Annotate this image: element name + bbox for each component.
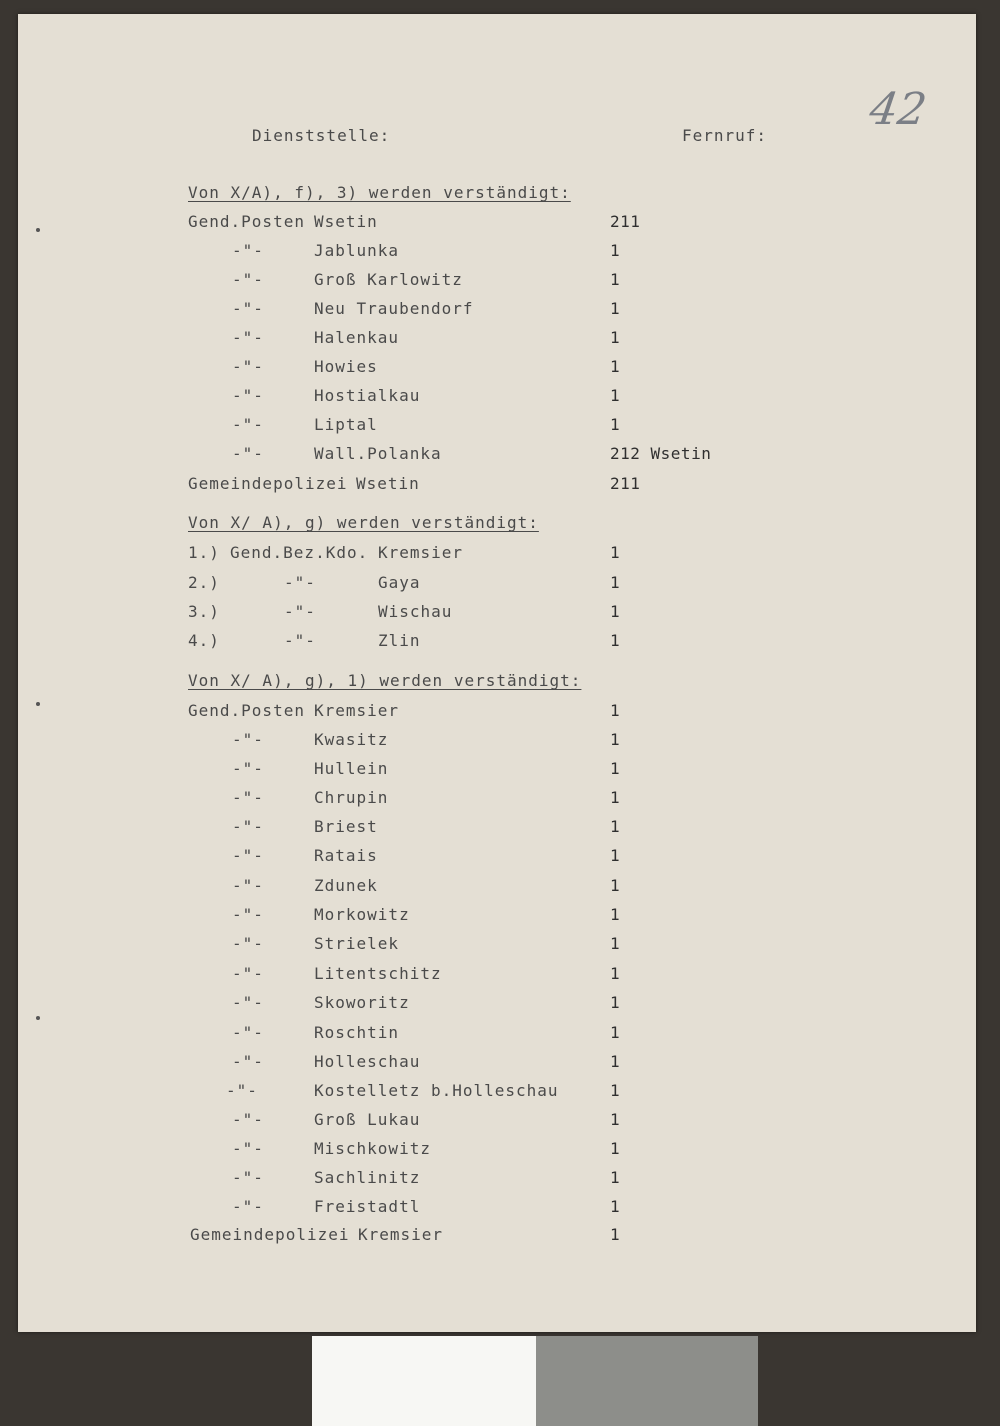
row-name: Wsetin — [314, 212, 378, 231]
row-name: Wischau — [378, 602, 453, 621]
page-number: 42 — [866, 84, 930, 135]
row-name: Roschtin — [314, 1023, 400, 1042]
row-prefix: 4.) — [188, 631, 220, 650]
row-name: Jablunka — [314, 241, 400, 260]
row-name: Wsetin — [356, 474, 420, 493]
row-prefix: Gend.Posten — [188, 701, 305, 720]
row-name: Briest — [314, 817, 378, 836]
row-name: Chrupin — [314, 788, 389, 807]
row-prefix: -"- — [232, 964, 264, 983]
row-name: Kremsier — [314, 701, 400, 720]
row-name: Liptal — [314, 415, 378, 434]
row-name: Halenkau — [314, 328, 400, 347]
row-prefix: -"- — [232, 1168, 264, 1187]
row-unit: -"- — [284, 602, 316, 621]
row-unit: Gend.Bez.Kdo. — [230, 543, 369, 562]
row-number: 1 — [610, 701, 621, 720]
row-number: 1 — [610, 993, 621, 1012]
row-prefix: -"- — [232, 1110, 264, 1129]
row-number: 1 — [610, 386, 621, 405]
section-heading: Von X/ A), g), 1) werden verständigt: — [188, 671, 582, 690]
row-prefix: -"- — [232, 759, 264, 778]
row-number: 1 — [610, 299, 621, 318]
row-name: Holleschau — [314, 1052, 421, 1071]
row-name: Wall.Polanka — [314, 444, 442, 463]
row-prefix: -"- — [232, 270, 264, 289]
margin-mark — [36, 702, 40, 706]
row-name: Hostialkau — [314, 386, 421, 405]
row-name: Kremsier — [358, 1225, 444, 1244]
row-prefix: Gend.Posten — [188, 212, 305, 231]
calibration-patch-gray — [536, 1336, 758, 1426]
row-name: Groß Karlowitz — [314, 270, 463, 289]
fernruf-label: Fernruf: — [682, 126, 768, 145]
row-prefix: -"- — [232, 328, 264, 347]
row-number: 1 — [610, 876, 621, 895]
row-number: 212 Wsetin — [610, 444, 712, 463]
margin-mark — [36, 1016, 40, 1020]
row-name: Kremsier — [378, 543, 464, 562]
calibration-patch-white — [312, 1336, 536, 1426]
row-prefix: -"- — [232, 788, 264, 807]
row-prefix: 2.) — [188, 573, 220, 592]
row-name: Zlin — [378, 631, 421, 650]
row-number: 1 — [610, 543, 621, 562]
row-prefix: -"- — [232, 386, 264, 405]
row-number: 1 — [610, 573, 621, 592]
row-name: Skoworitz — [314, 993, 410, 1012]
row-number: 1 — [610, 328, 621, 347]
row-number: 1 — [610, 934, 621, 953]
row-prefix: -"- — [232, 730, 264, 749]
row-name: Zdunek — [314, 876, 378, 895]
row-number: 1 — [610, 241, 621, 260]
row-name: Kostelletz b.Holleschau — [314, 1081, 559, 1100]
row-prefix: -"- — [232, 905, 264, 924]
row-number: 1 — [610, 846, 621, 865]
row-prefix: 3.) — [188, 602, 220, 621]
row-prefix: -"- — [232, 993, 264, 1012]
dienststelle-label: Dienststelle: — [252, 126, 391, 145]
row-name: Freistadtl — [314, 1197, 421, 1216]
row-number: 1 — [610, 602, 621, 621]
row-prefix: -"- — [232, 299, 264, 318]
row-prefix: -"- — [232, 1197, 264, 1216]
row-number: 211 — [610, 474, 641, 493]
section-heading: Von X/ A), g) werden verständigt: — [188, 513, 539, 532]
row-number: 1 — [610, 1139, 621, 1158]
row-prefix: -"- — [232, 876, 264, 895]
row-prefix: Gemeindepolizei — [190, 1225, 350, 1244]
row-number: 1 — [610, 905, 621, 924]
row-prefix: -"- — [232, 357, 264, 376]
row-name: Litentschitz — [314, 964, 442, 983]
row-prefix: -"- — [232, 444, 264, 463]
row-name: Hullein — [314, 759, 389, 778]
row-name: Gaya — [378, 573, 421, 592]
row-number: 1 — [610, 1052, 621, 1071]
row-number: 1 — [610, 1225, 621, 1244]
row-prefix: -"- — [232, 1023, 264, 1042]
row-name: Morkowitz — [314, 905, 410, 924]
row-number: 1 — [610, 817, 621, 836]
margin-mark — [36, 228, 40, 232]
row-prefix: -"- — [232, 846, 264, 865]
row-name: Strielek — [314, 934, 400, 953]
section-heading: Von X/A), f), 3) werden verständigt: — [188, 183, 571, 202]
row-prefix: -"- — [232, 415, 264, 434]
row-number: 1 — [610, 730, 621, 749]
row-number: 1 — [610, 415, 621, 434]
row-number: 1 — [610, 1197, 621, 1216]
row-prefix: -"- — [232, 1052, 264, 1071]
row-prefix: -"- — [232, 1139, 264, 1158]
row-prefix: -"- — [232, 934, 264, 953]
row-prefix: Gemeindepolizei — [188, 474, 348, 493]
row-number: 1 — [610, 1110, 621, 1129]
row-name: Mischkowitz — [314, 1139, 431, 1158]
row-name: Sachlinitz — [314, 1168, 421, 1187]
row-number: 1 — [610, 1081, 621, 1100]
row-number: 1 — [610, 270, 621, 289]
row-number: 1 — [610, 357, 621, 376]
row-number: 1 — [610, 759, 621, 778]
row-prefix: -"- — [232, 817, 264, 836]
row-unit: -"- — [284, 573, 316, 592]
row-number: 1 — [610, 1168, 621, 1187]
row-prefix: 1.) — [188, 543, 220, 562]
row-number: 1 — [610, 631, 621, 650]
row-name: Howies — [314, 357, 378, 376]
row-number: 211 — [610, 212, 641, 231]
row-number: 1 — [610, 964, 621, 983]
row-name: Groß Lukau — [314, 1110, 421, 1129]
row-name: Kwasitz — [314, 730, 389, 749]
row-unit: -"- — [284, 631, 316, 650]
row-prefix: -"- — [226, 1081, 258, 1100]
row-name: Ratais — [314, 846, 378, 865]
row-name: Neu Traubendorf — [314, 299, 474, 318]
row-number: 1 — [610, 788, 621, 807]
row-number: 1 — [610, 1023, 621, 1042]
row-prefix: -"- — [232, 241, 264, 260]
